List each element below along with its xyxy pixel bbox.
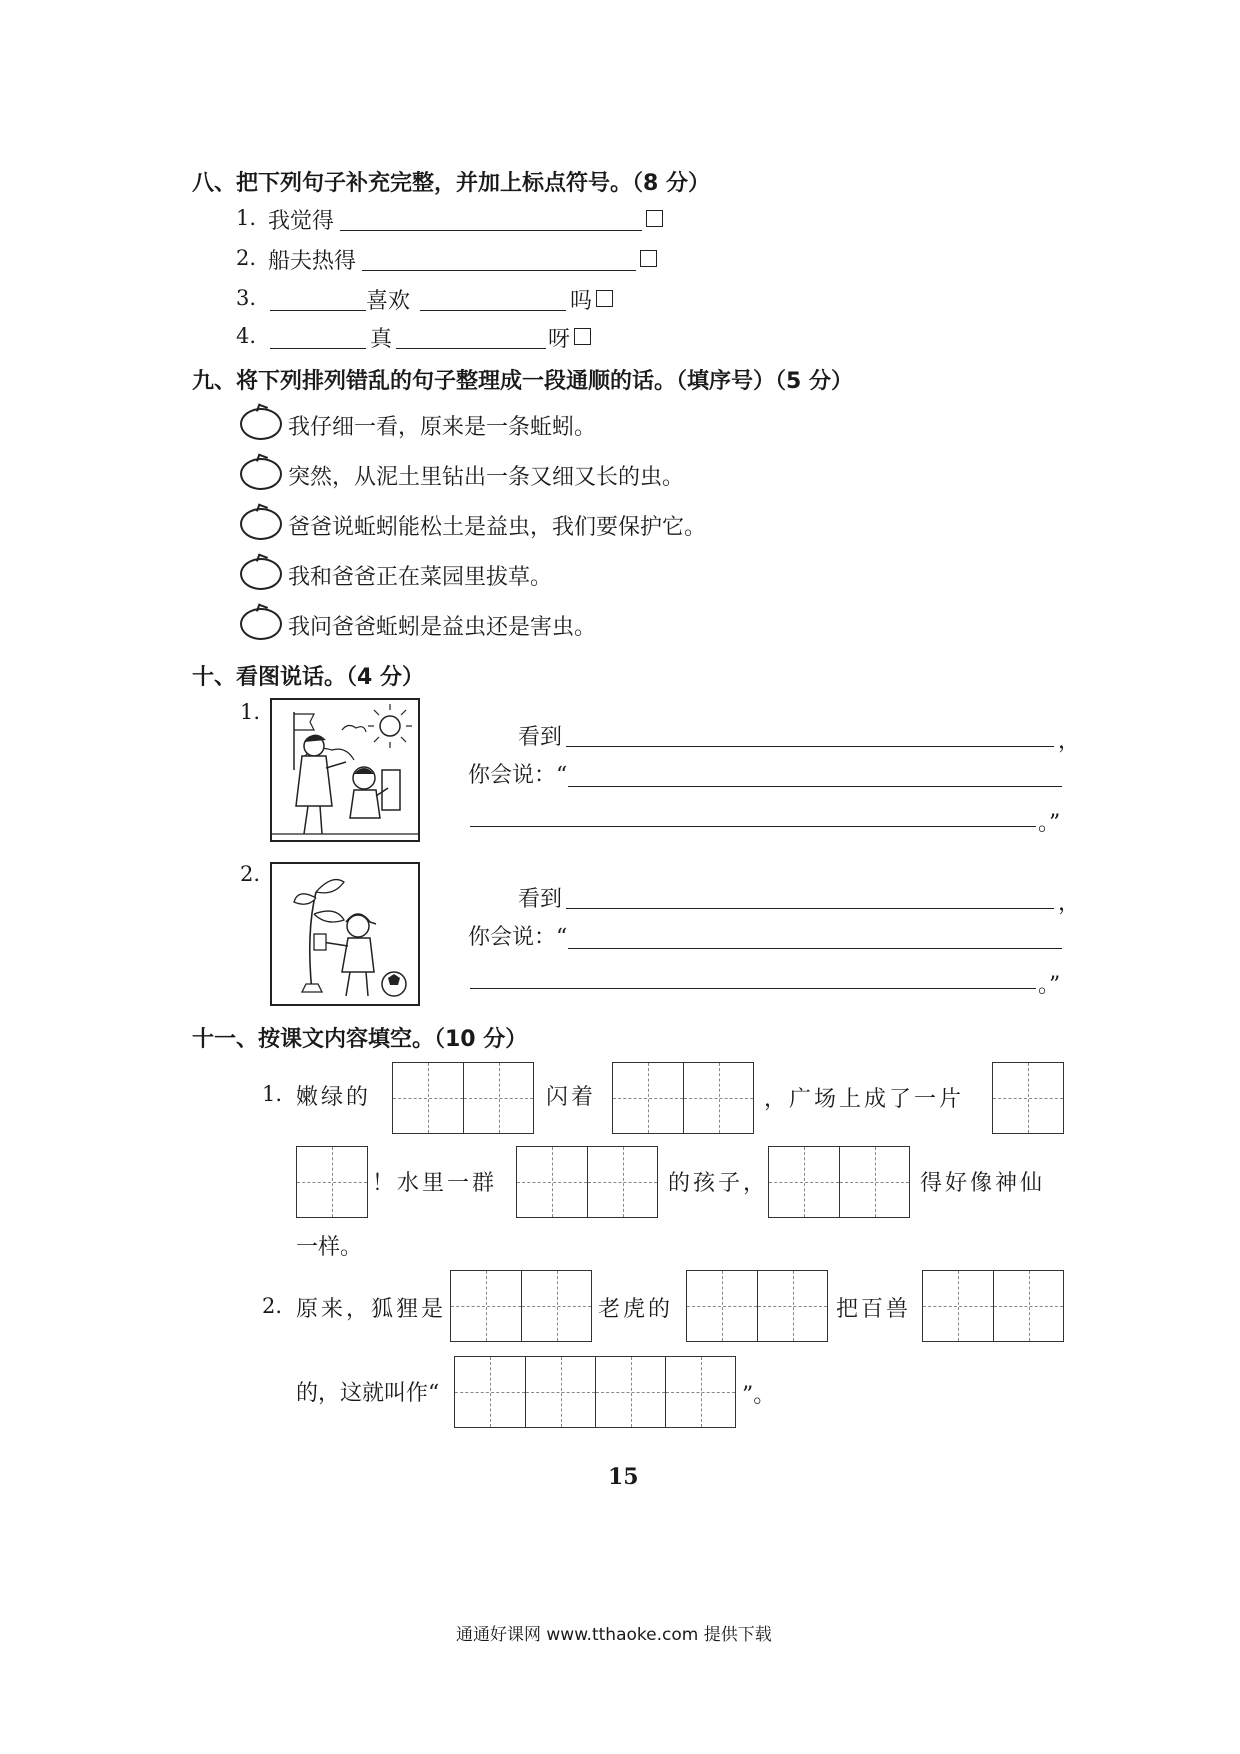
fill-text: 把百兽: [836, 1297, 912, 1322]
item-number: 2.: [262, 1294, 283, 1318]
char-grid-2[interactable]: [612, 1062, 754, 1134]
closing-quote: 。”: [1038, 811, 1061, 836]
prompt-see: 看到: [518, 887, 563, 912]
item-number: 2.: [240, 862, 261, 886]
order-oval[interactable]: [240, 608, 282, 640]
order-oval[interactable]: [240, 408, 282, 440]
order-oval[interactable]: [240, 458, 282, 490]
picture-boy-and-sapling-illustration: [272, 864, 418, 1004]
fill-text: 得好像神仙: [920, 1171, 1046, 1196]
char-grid-2[interactable]: [768, 1146, 910, 1218]
punctuation-box[interactable]: [574, 328, 591, 345]
char-grid-2[interactable]: [686, 1270, 828, 1342]
fill-text: ，广场上成了一片: [764, 1087, 965, 1112]
fill-text: 的，这就叫作“: [296, 1381, 440, 1406]
punctuation-box[interactable]: [596, 290, 613, 307]
answer-blank[interactable]: [362, 270, 636, 271]
fill-text: 老虎的: [598, 1297, 674, 1322]
item-text: 呀: [548, 327, 571, 352]
picture-boy-and-sapling: [270, 862, 420, 1006]
fill-text: 嫩绿的: [296, 1085, 372, 1110]
char-grid-2[interactable]: [516, 1146, 658, 1218]
char-grid-2[interactable]: [922, 1270, 1064, 1342]
fill-text: ”。: [742, 1383, 776, 1408]
answer-blank[interactable]: [568, 786, 1062, 787]
sentence: 我和爸爸正在菜园里拔草。: [288, 565, 553, 590]
answer-blank[interactable]: [270, 310, 366, 311]
char-grid-1[interactable]: [992, 1062, 1064, 1134]
item-text: 真: [370, 327, 393, 352]
order-oval[interactable]: [240, 508, 282, 540]
section-9-title: 九、将下列排列错乱的句子整理成一段通顺的话。（填序号）（5 分）: [192, 369, 853, 394]
punctuation-box[interactable]: [646, 210, 663, 227]
punctuation-box[interactable]: [640, 250, 657, 267]
fill-text: ！水里一群: [372, 1171, 498, 1196]
page-number: 15: [608, 1464, 639, 1490]
char-grid-2[interactable]: [392, 1062, 534, 1134]
section-10-title: 十、看图说话。（4 分）: [192, 665, 424, 690]
prompt-see: 看到: [518, 725, 563, 750]
prompt-say: 你会说：“: [468, 763, 568, 788]
item-text: 吗: [570, 289, 593, 314]
item-text: 我觉得: [268, 209, 335, 234]
fill-text: 闪着: [546, 1085, 597, 1110]
closing-quote: 。”: [1038, 973, 1061, 998]
answer-blank[interactable]: [270, 348, 366, 349]
char-grid-2[interactable]: [450, 1270, 592, 1342]
fill-text: 原来，狐狸是: [296, 1297, 447, 1322]
comma-mark: ，: [1058, 891, 1081, 916]
section-11-title: 十一、按课文内容填空。（10 分）: [192, 1027, 528, 1052]
char-grid-4[interactable]: [454, 1356, 736, 1428]
item-number: 4.: [236, 324, 257, 348]
sentence: 我仔细一看，原来是一条蚯蚓。: [288, 415, 597, 440]
sentence: 突然，从泥土里钻出一条又细又长的虫。: [288, 465, 685, 490]
order-oval[interactable]: [240, 558, 282, 590]
char-grid-1[interactable]: [296, 1146, 368, 1218]
prompt-say: 你会说：“: [468, 925, 568, 950]
item-number: 1.: [240, 700, 261, 724]
sentence: 爸爸说蚯蚓能松土是益虫，我们要保护它。: [288, 515, 707, 540]
fill-text: 的孩子，: [668, 1171, 769, 1196]
item-number: 1.: [262, 1082, 283, 1106]
item-number: 2.: [236, 246, 257, 270]
answer-blank[interactable]: [470, 826, 1036, 827]
section-8-title: 八、把下列句子补充完整，并加上标点符号。（8 分）: [192, 171, 710, 196]
item-text: 喜欢: [366, 289, 411, 314]
answer-blank[interactable]: [470, 988, 1036, 989]
answer-blank[interactable]: [420, 310, 566, 311]
item-number: 1.: [236, 206, 257, 230]
answer-blank[interactable]: [396, 348, 546, 349]
picture-girl-and-boy: [270, 698, 420, 842]
answer-blank[interactable]: [566, 746, 1054, 747]
fill-text: 一样。: [296, 1235, 363, 1260]
sentence: 我问爸爸蚯蚓是益虫还是害虫。: [288, 615, 597, 640]
item-text: 船夫热得: [268, 249, 357, 274]
picture-girl-and-boy-illustration: [272, 700, 418, 840]
answer-blank[interactable]: [340, 230, 642, 231]
item-number: 3.: [236, 286, 257, 310]
footer-text: 通通好课网 www.tthaoke.com 提供下载: [456, 1625, 772, 1645]
answer-blank[interactable]: [566, 908, 1054, 909]
answer-blank[interactable]: [568, 948, 1062, 949]
comma-mark: ，: [1058, 729, 1081, 754]
